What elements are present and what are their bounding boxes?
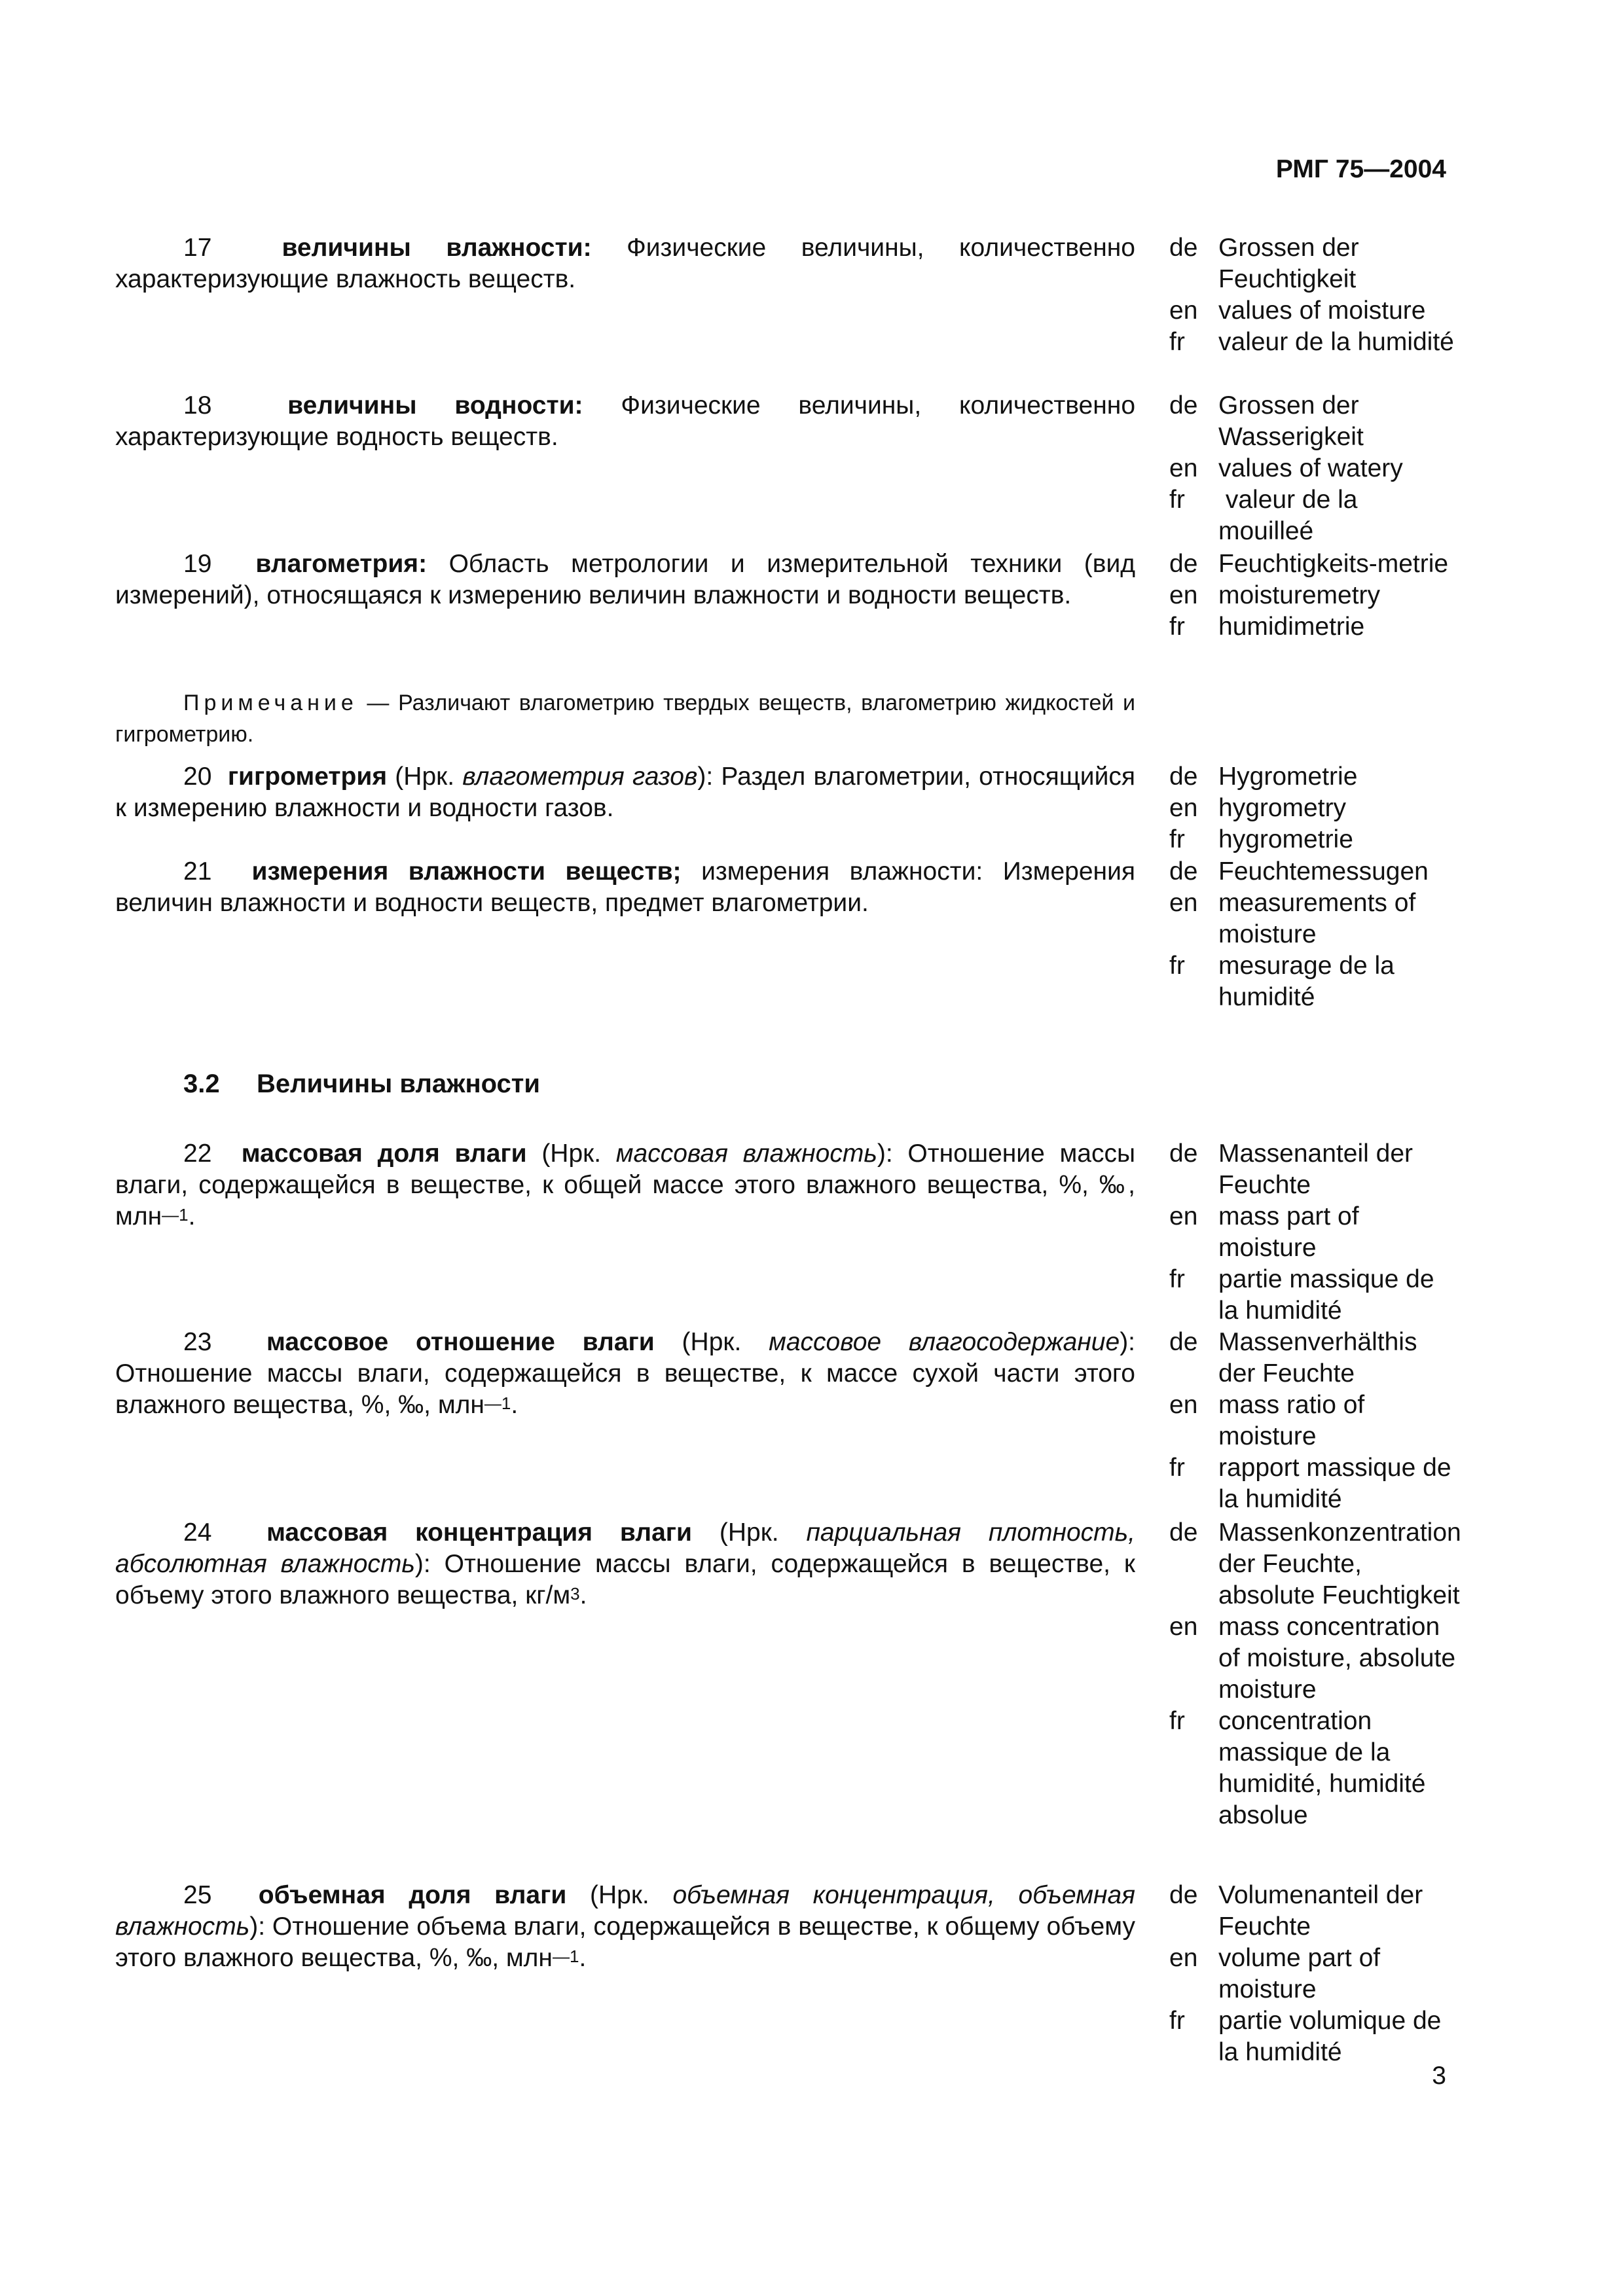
superscript: 3 xyxy=(570,1584,580,1604)
term-entry-25 xyxy=(115,1880,1135,1974)
note xyxy=(115,687,1135,750)
term-name: массовая доля влаги xyxy=(241,1139,527,1168)
term-definition: ): Отношение массы влаги, содержащейся в веществе, к массе сухой части этого влажного вещества, %, ‰, млн xyxy=(115,1328,1136,1419)
equivalents-20 xyxy=(1169,761,1457,855)
equivalent-text: values of moisture xyxy=(1218,296,1426,325)
term-definition: ): Отношение массы влаги, содержащейся в веществе, к объему этого влажного вещества, кг/м xyxy=(115,1550,1135,1609)
equivalent-text: measurements of moisture xyxy=(1218,889,1416,948)
note-text: Различают влагометрию твердых веществ, влагометрию жидкостей и гигрометрию. xyxy=(115,691,1135,747)
note-label: Примечание xyxy=(183,691,358,715)
equivalent-text: hygrometrie xyxy=(1218,825,1353,853)
term-entry-23 xyxy=(115,1327,1135,1421)
equivalent-text: Hygrometrie xyxy=(1218,762,1358,791)
term-pre: (Нрк. xyxy=(566,1881,673,1909)
equivalent-text: partie massique de la humidité xyxy=(1218,1265,1434,1325)
term-name: величины влажности: xyxy=(282,234,592,262)
lang-code: fr xyxy=(1169,613,1185,641)
lang-code: de xyxy=(1169,762,1198,791)
term-definition: ): Раздел влагометрии, относящийся к измерению влажности и водности газов. xyxy=(115,762,1135,822)
equivalent-text: Massenkonzentration der Feuchte, absolute Feuchtigkeit xyxy=(1218,1518,1461,1609)
term-entry-19 xyxy=(115,548,1135,611)
term-number: 22 xyxy=(183,1139,212,1168)
lang-code: de xyxy=(1169,234,1198,262)
equivalent-text: Massenverhälthis der Feuchte xyxy=(1218,1328,1417,1388)
equivalent-text: mesurage de la humidité xyxy=(1218,952,1395,1011)
lang-code: en xyxy=(1169,889,1198,917)
equivalent-text: humidimetrie xyxy=(1218,613,1365,641)
equivalents-18 xyxy=(1169,390,1457,547)
lang-code: en xyxy=(1169,296,1198,325)
term-number: 24 xyxy=(183,1518,212,1547)
term-name: массовая концентрация влаги xyxy=(266,1518,692,1547)
term-definition: измерения влажности: Измерения величин влажности и водности веществ, предмет влагометрии. xyxy=(115,857,1135,917)
equivalents-25 xyxy=(1169,1880,1457,2068)
equivalent-text: Volumenanteil der Feuchte xyxy=(1218,1881,1423,1941)
lang-code: en xyxy=(1169,454,1198,482)
term-entry-24 xyxy=(115,1517,1135,1611)
term-definition: Физические величины, количественно характеризующие влажность веществ. xyxy=(115,234,1135,293)
lang-code: en xyxy=(1169,1202,1198,1230)
section-heading xyxy=(183,1068,540,1100)
equivalent-text: valeur de la humidité xyxy=(1218,328,1454,356)
equivalents-19 xyxy=(1169,548,1457,643)
term-name: влагометрия: xyxy=(255,550,428,578)
superscript: —1 xyxy=(484,1393,511,1413)
term-name: массовое отношение влаги xyxy=(266,1328,655,1356)
page-number: 3 xyxy=(1432,2062,1446,2090)
lang-code: en xyxy=(1169,1944,1198,1972)
term-number: 17 xyxy=(183,234,212,262)
lang-code: de xyxy=(1169,1139,1198,1168)
lang-code: de xyxy=(1169,1518,1198,1547)
equivalent-text: Grossen der Wasserigkeit xyxy=(1218,391,1364,451)
term-definition: ): Отношение объема влаги, содержащейся в веществе, к общему объему этого влажного вещества, %, ‰, млн xyxy=(115,1912,1135,1972)
term-pre: (Нрк. xyxy=(654,1328,769,1356)
term-end: . xyxy=(579,1581,587,1609)
equivalent-text: mass ratio of moisture xyxy=(1218,1391,1365,1450)
term-deprecated: массовое влагосодержание xyxy=(769,1328,1120,1356)
term-entry-18 xyxy=(115,390,1135,453)
term-number: 18 xyxy=(183,391,212,420)
section-title: Величины влажности xyxy=(257,1069,540,1098)
lang-code: fr xyxy=(1169,1454,1185,1482)
lang-code: fr xyxy=(1169,2007,1185,2035)
equivalent-text: mass concentration of moisture, absolute moisture xyxy=(1218,1613,1456,1704)
term-entry-20 xyxy=(115,761,1135,824)
lang-code: en xyxy=(1169,581,1198,609)
term-definition: Физические величины, количественно характеризующие водность веществ. xyxy=(115,391,1136,451)
term-name: величины водности: xyxy=(287,391,583,420)
term-name: объемная доля влаги xyxy=(258,1881,567,1909)
term-entry-21 xyxy=(115,856,1135,919)
equivalent-text: moisturemetry xyxy=(1218,581,1381,609)
term-deprecated: парциальная плотность, абсолютная влажность xyxy=(115,1518,1135,1578)
document-code: РМГ 75—2004 xyxy=(1275,155,1446,183)
equivalent-text: Feuchtigkeits-metrie xyxy=(1218,550,1449,578)
lang-code: fr xyxy=(1169,825,1185,853)
superscript: —1 xyxy=(552,1946,579,1966)
term-end: . xyxy=(579,1944,587,1972)
lang-code: en xyxy=(1169,1613,1198,1641)
equivalents-24 xyxy=(1169,1517,1461,1831)
term-end: . xyxy=(511,1391,519,1419)
term-number: 25 xyxy=(183,1881,212,1909)
term-number: 19 xyxy=(183,550,212,578)
equivalent-text: mass part of moisture xyxy=(1218,1202,1359,1262)
lang-code: en xyxy=(1169,794,1198,822)
equivalent-text: concentration massique de la humidité, humidité absolue xyxy=(1218,1707,1426,1829)
lang-code: fr xyxy=(1169,1707,1185,1735)
equivalent-text: Feuchtemessugen xyxy=(1218,857,1429,886)
term-pre: (Нрк. xyxy=(387,762,463,791)
term-deprecated: влагометрия газов xyxy=(462,762,698,791)
term-number: 21 xyxy=(183,857,212,886)
term-name: измерения влажности веществ; xyxy=(251,857,682,886)
note-dash: — xyxy=(357,691,399,715)
term-definition: ): Отношение массы влаги, содержащейся в веществе, к общей массе этого влажного вещества, %, ‰, млн xyxy=(115,1139,1136,1230)
term-pre: (Нрк. xyxy=(692,1518,807,1547)
lang-code: en xyxy=(1169,1391,1198,1419)
lang-code: fr xyxy=(1169,1265,1185,1293)
term-end: . xyxy=(188,1202,196,1230)
equivalent-text: Massenanteil der Feuchte xyxy=(1218,1139,1413,1199)
equivalent-text: volume part of moisture xyxy=(1218,1944,1381,2003)
term-number: 23 xyxy=(183,1328,212,1356)
equivalents-21 xyxy=(1169,856,1457,1013)
lang-code: fr xyxy=(1169,486,1185,514)
equivalent-text: values of watery xyxy=(1218,454,1403,482)
superscript: —1 xyxy=(162,1205,189,1225)
section-number: 3.2 xyxy=(183,1069,220,1098)
term-name: гигрометрия xyxy=(227,762,388,791)
equivalent-text: partie volumique de la humidité xyxy=(1218,2007,1442,2066)
term-deprecated: массовая влажность xyxy=(615,1139,877,1168)
equivalents-23 xyxy=(1169,1327,1457,1515)
term-definition: Область метрологии и измерительной техники (вид измерений), относящаяся к измерению величин влажности и водности веществ. xyxy=(115,550,1135,609)
lang-code: fr xyxy=(1169,328,1185,356)
term-pre: (Нрк. xyxy=(526,1139,616,1168)
lang-code: de xyxy=(1169,1328,1198,1356)
lang-code: de xyxy=(1169,857,1198,886)
equivalents-17 xyxy=(1169,232,1457,358)
lang-code: fr xyxy=(1169,952,1185,980)
equivalents-22 xyxy=(1169,1138,1457,1327)
equivalent-text: valeur de la mouilleé xyxy=(1218,486,1365,545)
equivalent-text: Grossen der Feuchtigkeit xyxy=(1218,234,1359,293)
lang-code: de xyxy=(1169,550,1198,578)
term-number: 20 xyxy=(183,762,212,791)
term-entry-17 xyxy=(115,232,1135,295)
lang-code: de xyxy=(1169,1881,1198,1909)
term-entry-22 xyxy=(115,1138,1135,1232)
term-deprecated: объемная концентрация, объемная влажность xyxy=(115,1881,1135,1941)
equivalent-text: hygrometry xyxy=(1218,794,1347,822)
lang-code: de xyxy=(1169,391,1198,420)
equivalent-text: rapport massique de la humidité xyxy=(1218,1454,1451,1513)
